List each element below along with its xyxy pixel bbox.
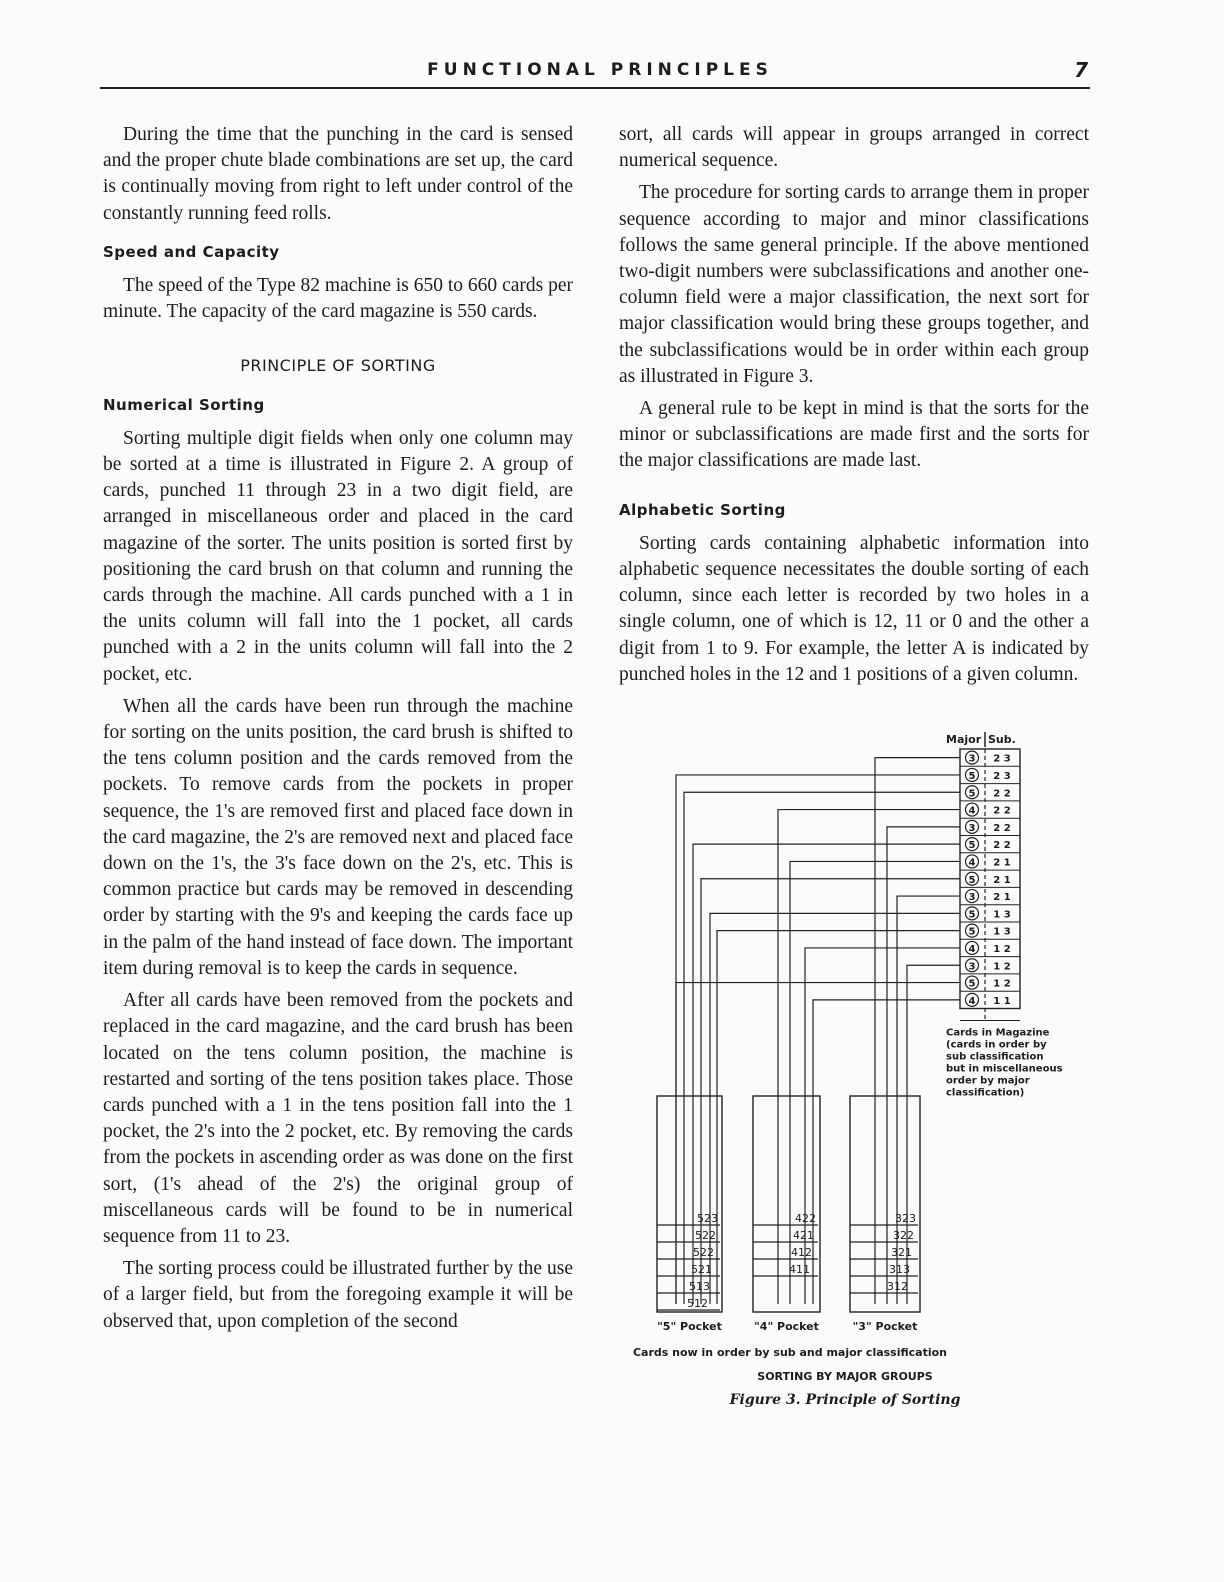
sort-wire bbox=[907, 965, 960, 1304]
major-digit: 4 bbox=[968, 805, 976, 817]
sub-digits: 1 1 bbox=[993, 995, 1011, 1007]
header-rule bbox=[100, 87, 1090, 89]
sort-wire bbox=[710, 913, 960, 1304]
sub-digits: 1 2 bbox=[993, 961, 1011, 973]
sub-digits: 2 1 bbox=[993, 874, 1011, 886]
major-digit: 5 bbox=[968, 770, 976, 782]
pocket-label: "5" Pocket bbox=[657, 1320, 722, 1333]
pocket-card-value: 522 bbox=[695, 1229, 716, 1242]
pocket-card-value: 312 bbox=[887, 1280, 908, 1293]
sub-digits: 2 2 bbox=[993, 840, 1011, 852]
heading-alphabetic-sorting: Alphabetic Sorting bbox=[619, 500, 786, 519]
heading-speed-capacity: Speed and Capacity bbox=[103, 242, 280, 261]
pocket-card-value: 523 bbox=[697, 1212, 718, 1225]
paragraph: The procedure for sorting cards to arrange them in proper sequence according to major and minor classifications follows the same general principle. If the above mentioned two-digit numbers were subclassifications and another one-column field were a major classification, the next sort for major classification would bring these groups together, and the subclassifications would be in order within each group as illustrated in Figure 3. bbox=[619, 182, 1089, 387]
heading-numerical-sorting: Numerical Sorting bbox=[103, 395, 265, 414]
section-title: PRINCIPLE OF SORTING bbox=[240, 356, 436, 376]
major-digit: 4 bbox=[968, 943, 976, 955]
pocket-card-value: 412 bbox=[791, 1246, 812, 1259]
sub-digits: 2 1 bbox=[993, 857, 1011, 869]
pocket-label: "4" Pocket bbox=[754, 1320, 819, 1333]
major-digit: 3 bbox=[968, 961, 976, 973]
magazine-label: Cards in Magazine bbox=[946, 1027, 1050, 1039]
major-digit: 5 bbox=[968, 788, 976, 800]
paragraph: When all the cards have been run through the machine for sorting on the units position, the card brush is shifted to the tens column position and the cards removed from the pockets. To remove cards from the pockets in proper sequence, the 1's are removed first and placed face down in the card magazine, the 2's are removed next and placed face down on the 1's, the 3's face down on the 2's, etc. This is common practice but cards may be removed in descending order by starting with the 9's and keeping the cards face up in the palm of the hand instead of face down. The important item during removal is to keep the cards in sequence. bbox=[103, 695, 573, 979]
sorting-diagram bbox=[600, 720, 1100, 1370]
paragraph: Sorting multiple digit fields when only one column may be sorted at a time is illustrated in Figure 2. A group of cards, punched 11 through 23 in a two digit field, are arranged in miscellaneous order and placed in the card magazine of the sorter. The units position is sorted first by positioning the card brush on that column and running the cards through the machine. All cards punched with a 1 in the units column will fall into the 1 pocket, all cards punched with a 2 in the units column will fall into the 2 pocket, etc. bbox=[103, 427, 573, 685]
running-header: FUNCTIONAL PRINCIPLES bbox=[427, 60, 773, 80]
sub-digits: 1 3 bbox=[993, 909, 1011, 921]
pocket-card-value: 512 bbox=[687, 1297, 708, 1310]
sub-digits: 1 3 bbox=[993, 926, 1011, 938]
magazine-label: but in miscellaneous bbox=[946, 1063, 1063, 1075]
sub-digits: 2 3 bbox=[993, 770, 1011, 782]
sub-digits: 2 2 bbox=[993, 805, 1011, 817]
major-digit: 4 bbox=[968, 857, 976, 869]
sub-digits: 1 2 bbox=[993, 943, 1011, 955]
pocket-card-value: 313 bbox=[889, 1263, 910, 1276]
pocket-card-value: 411 bbox=[789, 1263, 810, 1276]
major-digit: 5 bbox=[968, 926, 976, 938]
pocket-card-value: 322 bbox=[893, 1229, 914, 1242]
header-major: Major bbox=[946, 733, 982, 746]
pocket-card-value: 422 bbox=[795, 1212, 816, 1225]
bottom-note: Cards now in order by sub and major classification bbox=[632, 1346, 948, 1359]
sub-digits: 1 2 bbox=[993, 978, 1011, 990]
magazine-label: classification) bbox=[946, 1087, 1025, 1099]
pocket-box bbox=[850, 1096, 920, 1312]
major-digit: 3 bbox=[968, 892, 976, 904]
major-digit: 3 bbox=[968, 753, 976, 765]
magazine-label: sub classification bbox=[946, 1051, 1044, 1063]
paragraph: After all cards have been removed from the pockets and replaced in the card magazine, and the card brush has been located on the tens column position, the machine is restarted and sorting of the tens position takes place. Those cards punched with a 1 in the tens position fall into the 1 pocket, the 2's into the 2 pocket, etc. By removing the cards from the pockets in ascending order as was done on the first sort, (1's ahead of the 2's) the original group of miscellaneous cards will be found to be in numerical sequence from 11 to 23. bbox=[103, 990, 573, 1247]
sort-wire bbox=[701, 879, 960, 1304]
sub-digits: 2 2 bbox=[993, 788, 1011, 800]
paragraph: The sorting process could be illustrated further by the use of a larger field, but from the foregoing example it will be observed that, upon completion of the second bbox=[103, 1258, 573, 1332]
page-number: 7 bbox=[1074, 58, 1088, 82]
pocket-card-value: 521 bbox=[691, 1263, 712, 1276]
sub-digits: 2 2 bbox=[993, 822, 1011, 834]
major-digit: 3 bbox=[968, 822, 976, 834]
pocket-card-value: 323 bbox=[895, 1212, 916, 1225]
major-digit: 4 bbox=[968, 995, 976, 1007]
figure-caption: Figure 3. Principle of Sorting bbox=[729, 1392, 961, 1408]
major-digit: 5 bbox=[968, 874, 976, 886]
sort-wire bbox=[805, 948, 960, 1304]
sort-wire bbox=[676, 983, 960, 1304]
figure-caption-title: SORTING BY MAJOR GROUPS bbox=[757, 1370, 933, 1383]
major-digit: 5 bbox=[968, 840, 976, 852]
sort-wire bbox=[684, 792, 960, 1304]
pocket-card-value: 321 bbox=[891, 1246, 912, 1259]
paragraph: During the time that the punching in the card is sensed and the proper chute blade combinations are set up, the card is continually moving from right to left under control of the constantly running feed rolls. bbox=[103, 124, 573, 224]
pocket-label: "3" Pocket bbox=[852, 1320, 918, 1333]
paragraph: sort, all cards will appear in groups arranged in correct numerical sequence. bbox=[619, 124, 1089, 172]
major-digit: 5 bbox=[968, 978, 976, 990]
paragraph: A general rule to be kept in mind is that the sorts for the minor or subclassifications are made first and the sorts for the major classifications are made last. bbox=[619, 398, 1089, 472]
magazine-label: order by major bbox=[946, 1075, 1030, 1087]
sub-digits: 2 3 bbox=[993, 753, 1011, 765]
sorting-figure bbox=[600, 720, 1100, 1440]
pocket-card-value: 513 bbox=[689, 1280, 710, 1293]
pocket-box bbox=[753, 1096, 820, 1312]
pocket-card-value: 522 bbox=[693, 1246, 714, 1259]
header-sub: Sub. bbox=[988, 733, 1016, 746]
pocket-card-value: 421 bbox=[793, 1229, 814, 1242]
paragraph: The speed of the Type 82 machine is 650 to 660 cards per minute. The capacity of the card magazine is 550 cards. bbox=[103, 275, 573, 323]
sub-digits: 2 1 bbox=[993, 892, 1011, 904]
magazine-label: (cards in order by bbox=[946, 1039, 1047, 1051]
left-column bbox=[103, 122, 573, 1341]
paragraph: Sorting cards containing alphabetic information into alphabetic sequence necessitates the double sorting of each column, since each letter is recorded by two holes in a single column, one of which is 12, 11 or 0 and the other a digit from 1 to 9. For example, the letter A is indicated by punched holes in the 12 and 1 positions of a given column. bbox=[619, 532, 1089, 685]
right-column bbox=[619, 122, 1089, 694]
major-digit: 5 bbox=[968, 909, 976, 921]
